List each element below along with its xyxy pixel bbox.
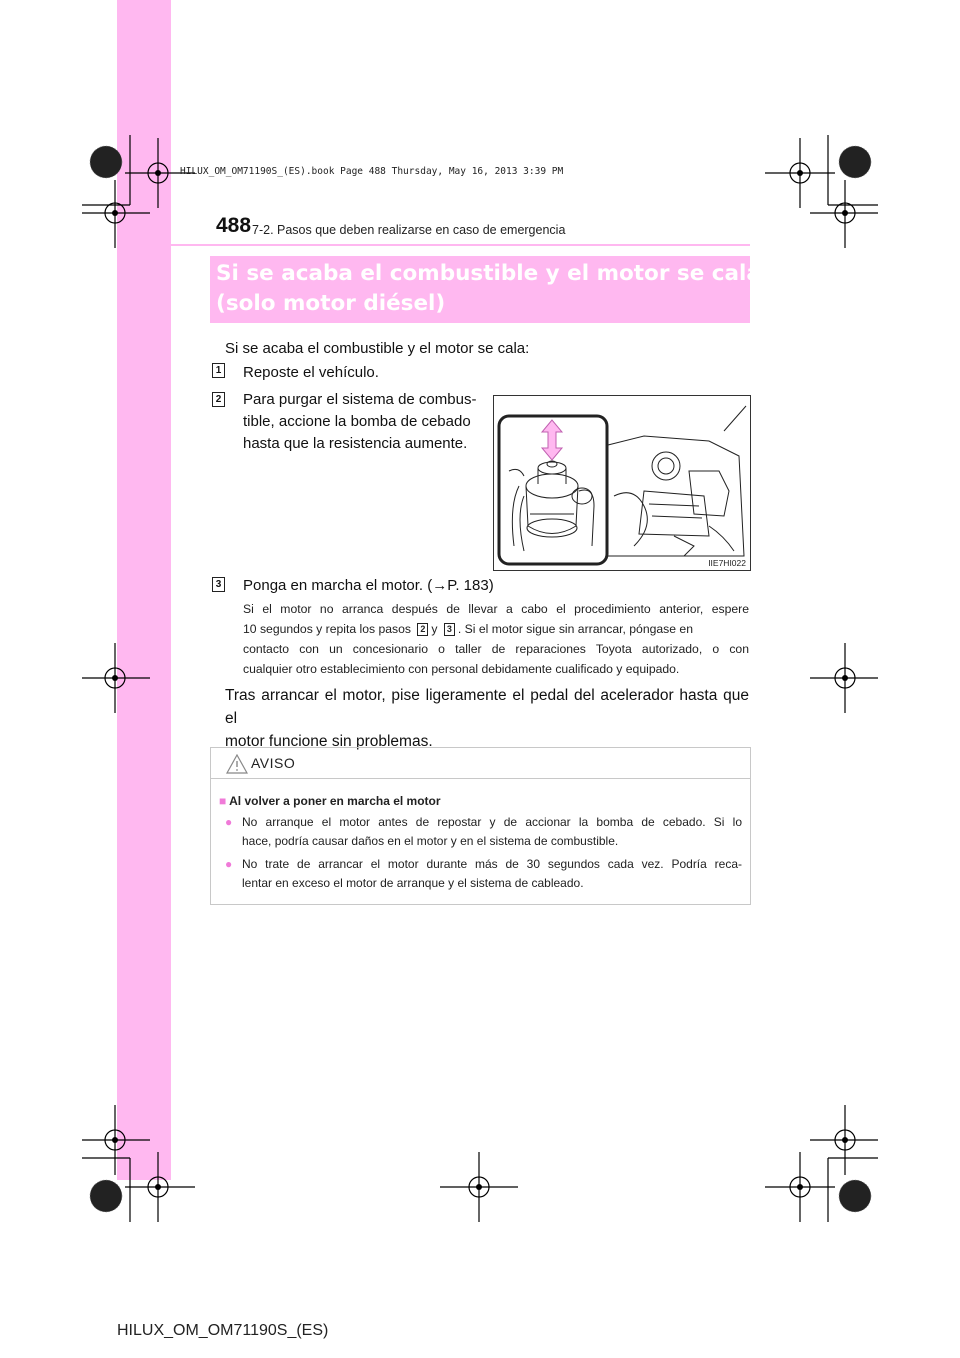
step-ref-badge: 3 bbox=[444, 623, 455, 636]
warning-item-1-line1: No arranque el motor antes de repostar y de accionar la bomba de cebado. Si lo bbox=[242, 815, 742, 829]
step-2-line: Para purgar el sistema de combus- bbox=[243, 391, 477, 408]
step-3-text: Ponga en marcha el motor. (→P. 183) bbox=[243, 577, 494, 594]
step-ref-badge: 2 bbox=[417, 623, 428, 636]
step-badge-2: 2 bbox=[212, 392, 225, 407]
warning-bullet-icon: ● bbox=[225, 857, 233, 871]
step-badge-1: 1 bbox=[212, 363, 225, 378]
note-line: cualquier otro establecimiento con personal debidamente cualificado y equipado. bbox=[243, 662, 680, 676]
after-start-line: motor funcione sin problemas. bbox=[225, 733, 433, 750]
note-text-part: 10 segundos y repita los pasos bbox=[243, 622, 412, 636]
figure-label: IIE7HI022 bbox=[708, 558, 746, 568]
step-2-line: tible, accione la bomba de cebado bbox=[243, 413, 471, 430]
step-badge-3: 3 bbox=[212, 577, 225, 592]
priming-pump-illustration bbox=[493, 395, 751, 571]
print-header: HILUX_OM_OM71190S_(ES).book Page 488 Thursday, May 16, 2013 3:39 PM bbox=[180, 166, 564, 177]
note-line: contacto con un concesionario o taller de reparaciones Toyota autorizado, o con bbox=[243, 642, 749, 656]
note-text-part: y bbox=[431, 622, 438, 636]
after-start-line: Tras arrancar el motor, pise ligeramente el pedal del acelerador hasta que el bbox=[225, 687, 749, 727]
warning-item-2-line2: lentar en exceso el motor de arranque y el sistema de cableado. bbox=[242, 876, 584, 890]
warning-box bbox=[210, 747, 751, 905]
warning-item-1-line2: hace, podría causar daños en el motor y en el sistema de combustible. bbox=[242, 834, 619, 848]
title-banner bbox=[210, 256, 761, 323]
step-1-text: Reposte el vehículo. bbox=[243, 364, 379, 381]
note-line bbox=[243, 619, 749, 639]
header-rule bbox=[117, 244, 750, 246]
warning-heading bbox=[219, 792, 441, 811]
after-start-text bbox=[225, 684, 749, 753]
engine-bay-drawing bbox=[494, 396, 750, 570]
page-number: 488 bbox=[216, 214, 252, 237]
square-bullet-icon: ■ bbox=[219, 794, 227, 808]
note-text-part: . Si el motor sigue sin arrancar, póngase en bbox=[457, 622, 693, 636]
warning-heading-text: Al volver a poner en marcha el motor bbox=[229, 794, 441, 808]
warning-item-2-line1: No trate de arrancar el motor durante más de 30 segundos cada vez. Podría reca- bbox=[242, 857, 742, 871]
note-line: Si el motor no arranca después de llevar a cabo el procedimiento anterior, espere bbox=[243, 602, 749, 616]
step-3-note bbox=[243, 599, 749, 679]
section-title: 7-2. Pasos que deben realizarse en caso de emergencia bbox=[252, 223, 566, 237]
page-title-line2: (solo motor diésel) bbox=[216, 291, 446, 316]
page-title-line1: Si se acaba el combustible y el motor se cala bbox=[216, 261, 761, 286]
footer-code: HILUX_OM_OM71190S_(ES) bbox=[117, 1322, 329, 1339]
warning-triangle-icon bbox=[226, 754, 248, 774]
intro-text: Si se acaba el combustible y el motor se cala: bbox=[225, 340, 530, 357]
warning-title: AVISO bbox=[251, 755, 296, 771]
warning-bullet-icon: ● bbox=[225, 815, 233, 829]
step-2-text bbox=[243, 389, 479, 455]
step-2-line: hasta que la resistencia aumente. bbox=[243, 435, 468, 452]
warning-divider bbox=[211, 778, 750, 779]
